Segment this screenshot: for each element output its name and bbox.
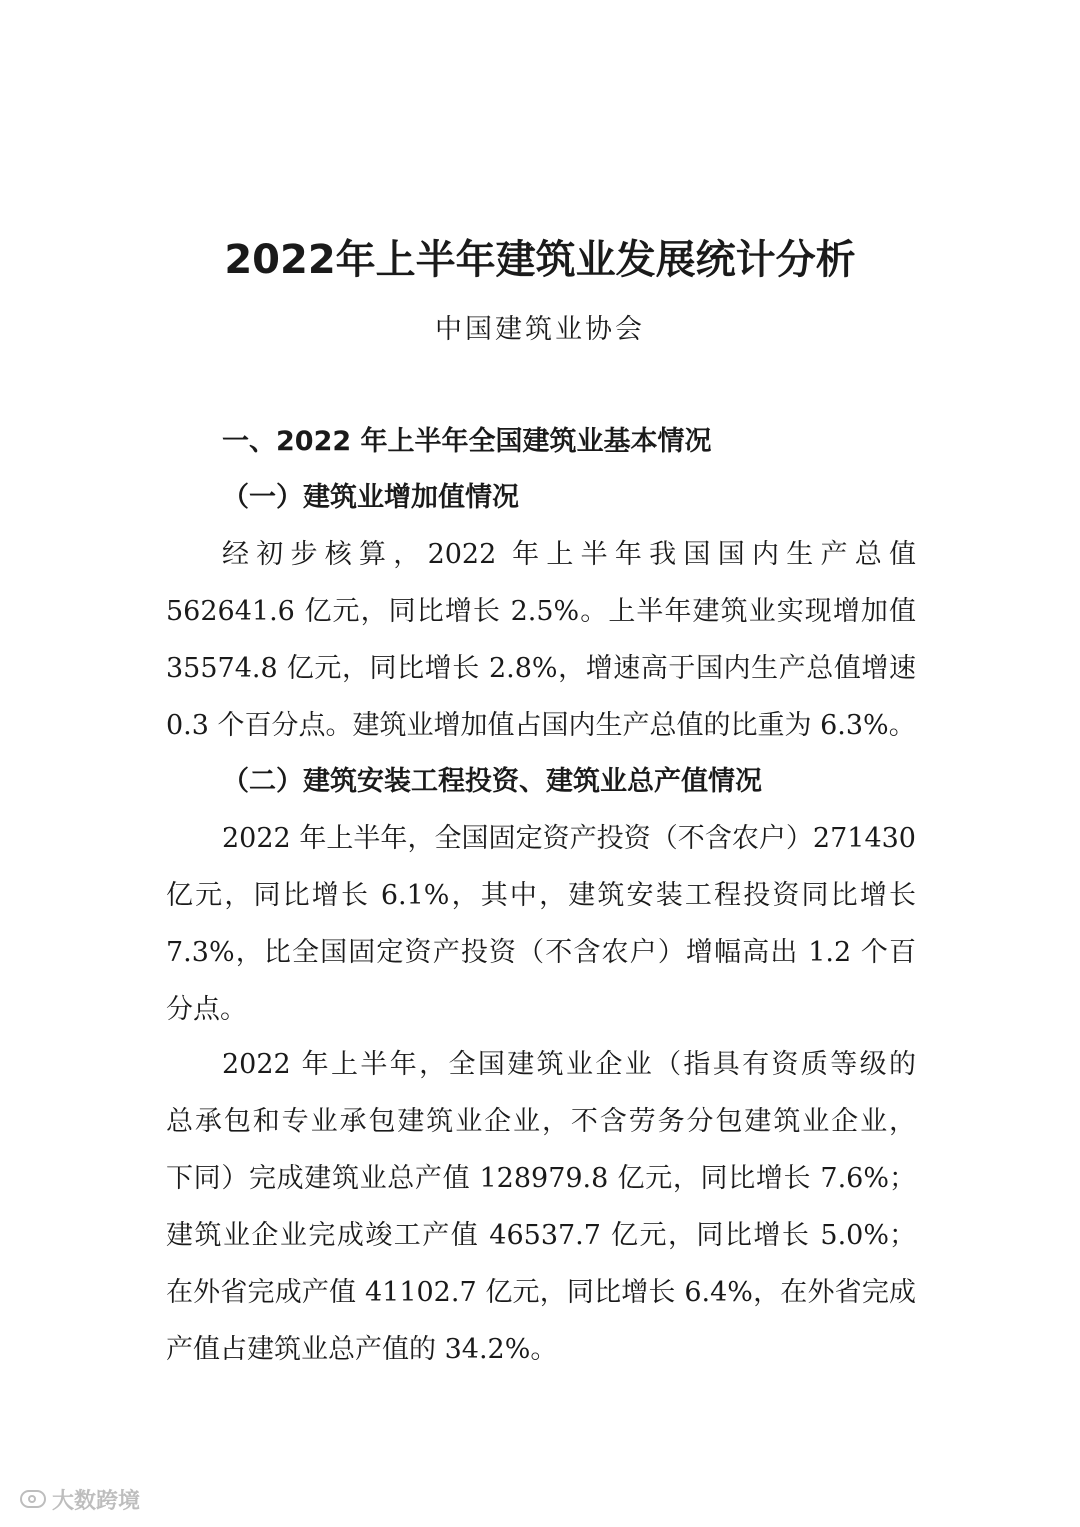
paragraph-line: 7.3%，比全国固定资产投资（不含农户）增幅高出 1.2 个百 bbox=[166, 937, 916, 968]
subsection-heading-2: （二）建筑安装工程投资、建筑业总产值情况 bbox=[222, 766, 762, 797]
paragraph-line: 经初步核算，2022 年上半年我国国内生产总值 bbox=[222, 539, 916, 570]
paragraph-line: 产值占建筑业总产值的 34.2%。 bbox=[166, 1334, 558, 1365]
subsection-heading-1: （一）建筑业增加值情况 bbox=[222, 482, 519, 513]
logo-icon bbox=[20, 1490, 46, 1508]
paragraph-line: 总承包和专业承包建筑业企业，不含劳务分包建筑业企业， bbox=[166, 1106, 916, 1137]
paragraph-line: 35574.8 亿元，同比增长 2.8%，增速高于国内生产总值增速 bbox=[166, 653, 916, 684]
paragraph-line: 亿元，同比增长 6.1%，其中，建筑安装工程投资同比增长 bbox=[166, 880, 916, 911]
paragraph-line: 2022 年上半年，全国建筑业企业（指具有资质等级的 bbox=[222, 1049, 916, 1080]
watermark bbox=[20, 1483, 140, 1515]
paragraph-line: 在外省完成产值 41102.7 亿元，同比增长 6.4%，在外省完成 bbox=[166, 1277, 916, 1308]
paragraph-line: 分点。 bbox=[166, 994, 247, 1025]
section-heading: 一、2022 年上半年全国建筑业基本情况 bbox=[222, 426, 712, 457]
paragraph-line: 建筑业企业完成竣工产值 46537.7 亿元，同比增长 5.0%； bbox=[166, 1220, 916, 1251]
watermark-text: 大数跨境 bbox=[52, 1488, 141, 1514]
document-title: 2022年上半年建筑业发展统计分析 bbox=[224, 237, 856, 283]
paragraph-line: 562641.6 亿元，同比增长 2.5%。上半年建筑业实现增加值 bbox=[166, 596, 916, 627]
document-author: 中国建筑业协会 bbox=[435, 314, 645, 345]
paragraph-line: 2022 年上半年，全国固定资产投资（不含农户）271430 bbox=[222, 823, 916, 854]
paragraph-line: 下同）完成建筑业总产值 128979.8 亿元，同比增长 7.6%； bbox=[166, 1163, 916, 1194]
paragraph-line: 0.3 个百分点。建筑业增加值占国内生产总值的比重为 6.3%。 bbox=[166, 710, 916, 741]
